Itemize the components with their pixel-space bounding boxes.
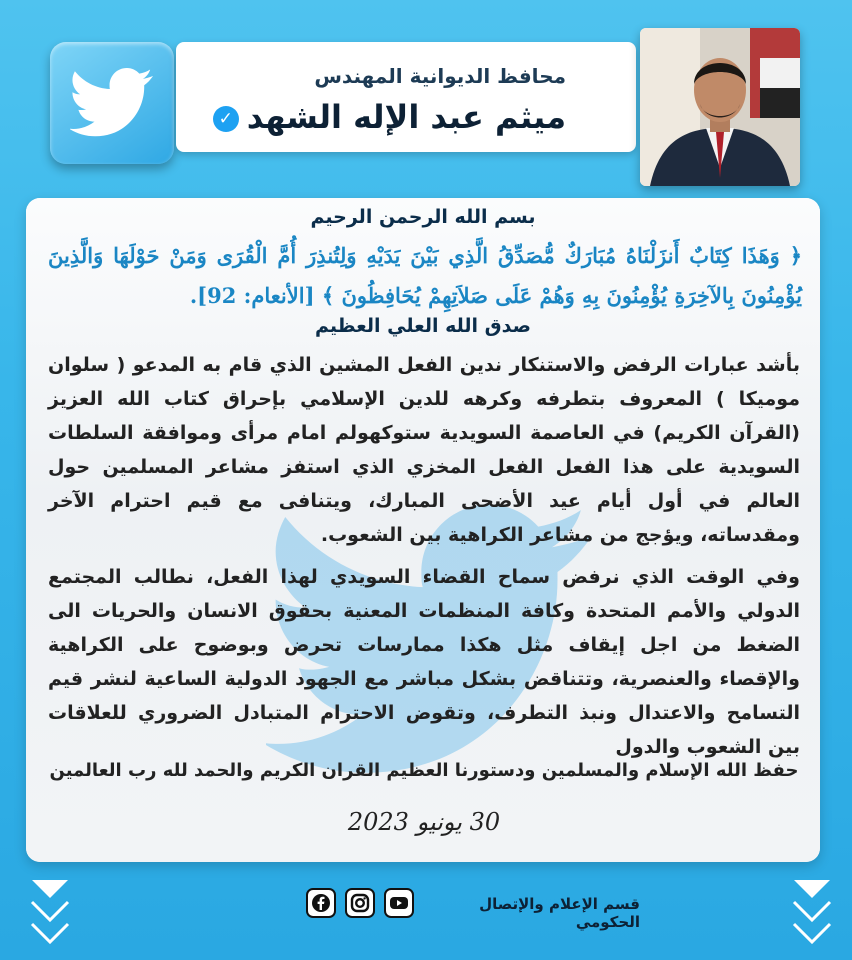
sadaqa-line: صدق الله العلي العظيم [315,315,531,337]
header-name: ميثم عبد الإله الشهد [246,98,566,136]
closing-line: حفظ الله الإسلام والمسلمين ودستورنا العظيم القران الكريم والحمد لله رب العالمين [49,760,799,781]
facebook-icon [311,893,331,913]
statement-date: 30 يونيو 2023 [347,808,501,836]
quran-verse: ﴿ وَهَذَا كِتَابٌ أَنزَلْنَاهُ مُبَارَكٌ مُّصَدِّقُ الَّذِي بَيْنَ يَدَيْهِ وَلِتُنذِرَ أُمَّ الْقُرَى وَمَنْ حَوْلَهَا وَالَّذِينَ يُؤْمِنُونَ بِالآخِرَةِ يُؤْمِنُونَ بِهِ وَهُمْ عَلَى صَلاَتِهِمْ يُحَافِظُونَ ﴾ [الأنعام: 92]. [48,243,802,308]
chevron-decoration-left-icon [28,876,72,956]
portrait-illustration [640,28,800,186]
statement-paragraph-1: بأشد عبارات الرفض والاستنكار ندين الفعل المشين الذي قام به المدعو ( سلوان موميكا ) المعروف بتطرفه وكرهه للدين الإسلامي بإحراق كتاب الله العزيز (القرآن الكريم) في العاصمة السويدية ستوكهولم امام مرأى وموافقة السلطات السويدية على هذا الفعل الفعل المخزي الذي استفز مشاعر المسلمين حول العالم في أول أيام عيد الأضحى المبارك، ويتنافى مع قيم احترام الآخر ومقدساته، ويؤجج من مشاعر الكراهية بين الشعوب. [48,354,800,546]
portrait-photo [640,28,800,186]
youtube-icon [389,893,409,913]
statement-paragraph-2: وفي الوقت الذي نرفض سماح القضاء السويدي لهذا الفعل، نطالب المجتمع الدولي والأمم المتحدة وكافة المنظمات المعنية بحقوق الانسان والحريات الى الضغط من اجل إيقاف مثل هكذا ممارسات تحرض وبوضوح على الكراهية والإقصاء والعنصرية، وتتناقض بشكل مباشر مع الجهود الدولية الساعية لنشر قيم التسامح والاعتدال ونبذ التطرف، وتقوض الاحترام المتبادل الضروري للعلاقات بين الشعوب والدول [48,566,800,758]
instagram-button[interactable] [345,888,375,918]
header-card [176,42,636,152]
basmala: بسم الله الرحمن الرحيم [310,206,536,228]
twitter-logo-tile [50,42,174,164]
youtube-button[interactable] [384,888,414,918]
facebook-button[interactable] [306,888,336,918]
twitter-bird-icon [70,60,154,144]
header-subtitle: محافظ الديوانية المهندس [314,64,566,88]
header-name-row [186,98,566,136]
verified-badge-icon: ✓ [213,106,239,132]
footer-department: قسم الإعلام والإتصال الحكومي [479,895,640,931]
instagram-icon [350,893,370,913]
chevron-decoration-right-icon [790,876,834,956]
statement-card [26,198,820,862]
